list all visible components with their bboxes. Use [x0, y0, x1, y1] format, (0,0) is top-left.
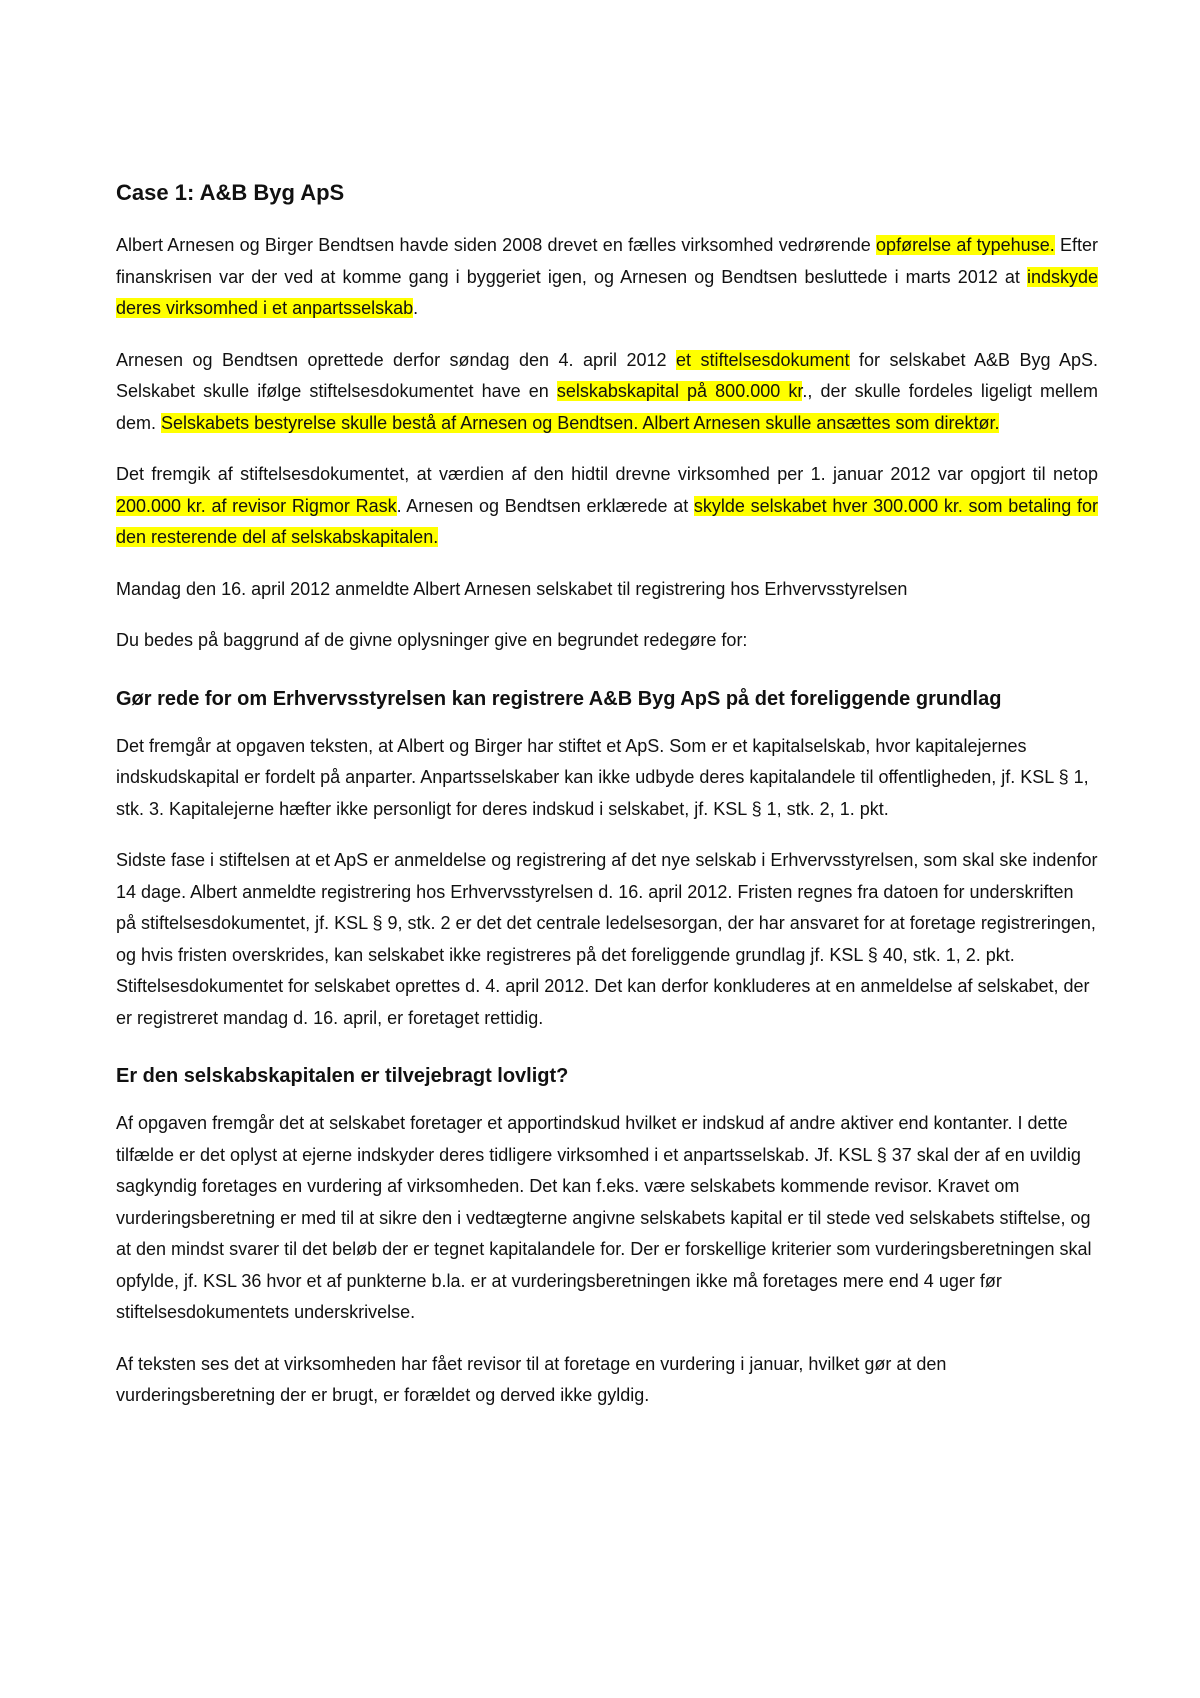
text-run: Albert Arnesen og Birger Bendtsen havde siden 2008 drevet en fælles virksomhed vedrørende — [116, 235, 877, 255]
answer-paragraph-3: Af opgaven fremgår det at selskabet foretager et apportindskud hvilket er indskud af andre aktiver end kontanter. I dette tilfælde er det oplyst at ejerne indskyder deres tidligere virksomhed i et anpartsselskab. Jf. KSL § 37 skal der af en uvildig sagkyndig foretages en vurdering af virksomheden. Det kan f.eks. være selskabets kommende revisor. Kravet om vurderingsberetning er med til at sikre den i vedtægterne angivne selskabets kapital er til stede ved selskabets stiftelse, og at den mindst svarer til det beløb der er tegnet kapitalandele for. Der er forskellige kriterier som vurderingsberetningen skal opfylde, jf. KSL 36 hvor et af punkterne b.la. er at vurderingsberetningen ikke må foretages mere end 4 uger før stiftelsesdokumentets underskrivelse. — [116, 1113, 1092, 1322]
case-paragraph-2 — [116, 345, 1098, 440]
highlighted-text: Selskabets bestyrelse skulle bestå af Arnesen og Bendtsen. Albert Arnesen skulle ansættes som direktør. — [161, 412, 1000, 433]
text-run: . Arnesen og Bendtsen erklærede at — [396, 495, 694, 516]
highlighted-text: 200.000 kr. af revisor Rigmor Rask — [116, 495, 397, 516]
document-body — [116, 178, 1098, 1432]
text-run: Arnesen og Bendtsen oprettede derfor søndag den 4. april 2012 — [116, 349, 676, 370]
case-title: Case 1: A&B Byg ApS — [116, 180, 345, 205]
highlighted-text: et stiftelsesdokument — [676, 349, 850, 370]
answer-paragraph-1: Det fremgår at opgaven teksten, at Albert og Birger har stiftet et ApS. Som er et kapitalselskab, hvor kapitalejernes indskudskapital er fordelt på anparter. Anpartsselskaber kan ikke udbyde deres kapitalandele til offentligheden, jf. KSL § 1, stk. 3. Kapitalejerne hæfter ikke personligt for deres indskud i selskabet, jf. KSL § 1, stk. 2, 1. pkt. — [116, 735, 1089, 819]
section-heading-registration: Gør rede for om Erhvervsstyrelsen kan registrere A&B Byg ApS på det foreliggende grundlag — [116, 687, 1002, 710]
highlighted-text: opførelse af typehuse. — [876, 235, 1055, 255]
section-heading-capital: Er den selskabskapitalen er tilvejebragt lovligt? — [116, 1065, 569, 1087]
text-run: Det fremgik af stiftelsesdokumentet, at værdien af den hidtil drevne virksomhed per 1. januar 2012 var opgjort til netop — [116, 464, 1098, 484]
case-paragraph-1 — [116, 230, 1098, 325]
highlighted-text: selskabskapital på 800.000 kr — [556, 381, 803, 401]
highlighted-text: skylde selskabet hver 300.000 kr. som betaling for den resterende del af selskabskapitalen. — [116, 495, 1098, 547]
case-paragraph-3 — [116, 459, 1098, 554]
case-paragraph-4: Mandag den 16. april 2012 anmeldte Albert Arnesen selskabet til registrering hos Erhvervsstyrelsen — [116, 578, 908, 599]
answer-paragraph-4: Af teksten ses det at virksomheden har fået revisor til at foretage en vurdering i januar, hvilket gør at den vurderingsberetning der er brugt, er forældet og derved ikke gyldig. — [116, 1353, 947, 1405]
highlighted-text: indskyde deres virksomhed i et anpartsselskab — [116, 266, 1098, 318]
text-run: for selskabet A&B Byg ApS. Selskabet skulle ifølge stiftelsesdokumentet have en — [116, 349, 1099, 401]
text-run: Efter finanskrisen var der ved at komme gang i byggeriet igen, og Arnesen og Bendtsen besluttede i marts 2012 at — [116, 235, 1098, 287]
answer-paragraph-2: Sidste fase i stiftelsen at et ApS er anmeldelse og registrering af det nye selskab i Erhvervsstyrelsen, som skal ske indenfor 14 dage. Albert anmeldte registrering hos Erhvervsstyrelsen d. 16. april 2012. Fristen regnes fra datoen for underskriften på stiftelsesdokumentet, jf. KSL § 9, stk. 2 er det det centrale ledelsesorgan, der har ansvaret for at foretage registreringen, og hvis fristen overskrides, kan selskabet ikke registreres på det foreliggende grundlag jf. KSL § 40, stk. 1, 2. pkt. Stiftelsesdokumentet for selskabet oprettes d. 4. april 2012. Det kan derfor konkluderes at en anmeldelse af selskabet, der er registreret mandag d. 16. april, er foretaget rettidig. — [116, 850, 1098, 1028]
text-run: . — [413, 298, 419, 318]
text-run: ., der skulle fordeles ligeligt mellem dem. — [116, 381, 1099, 433]
assignment-prompt: Du bedes på baggrund af de givne oplysninger give en begrundet redegøre for: — [116, 630, 748, 650]
